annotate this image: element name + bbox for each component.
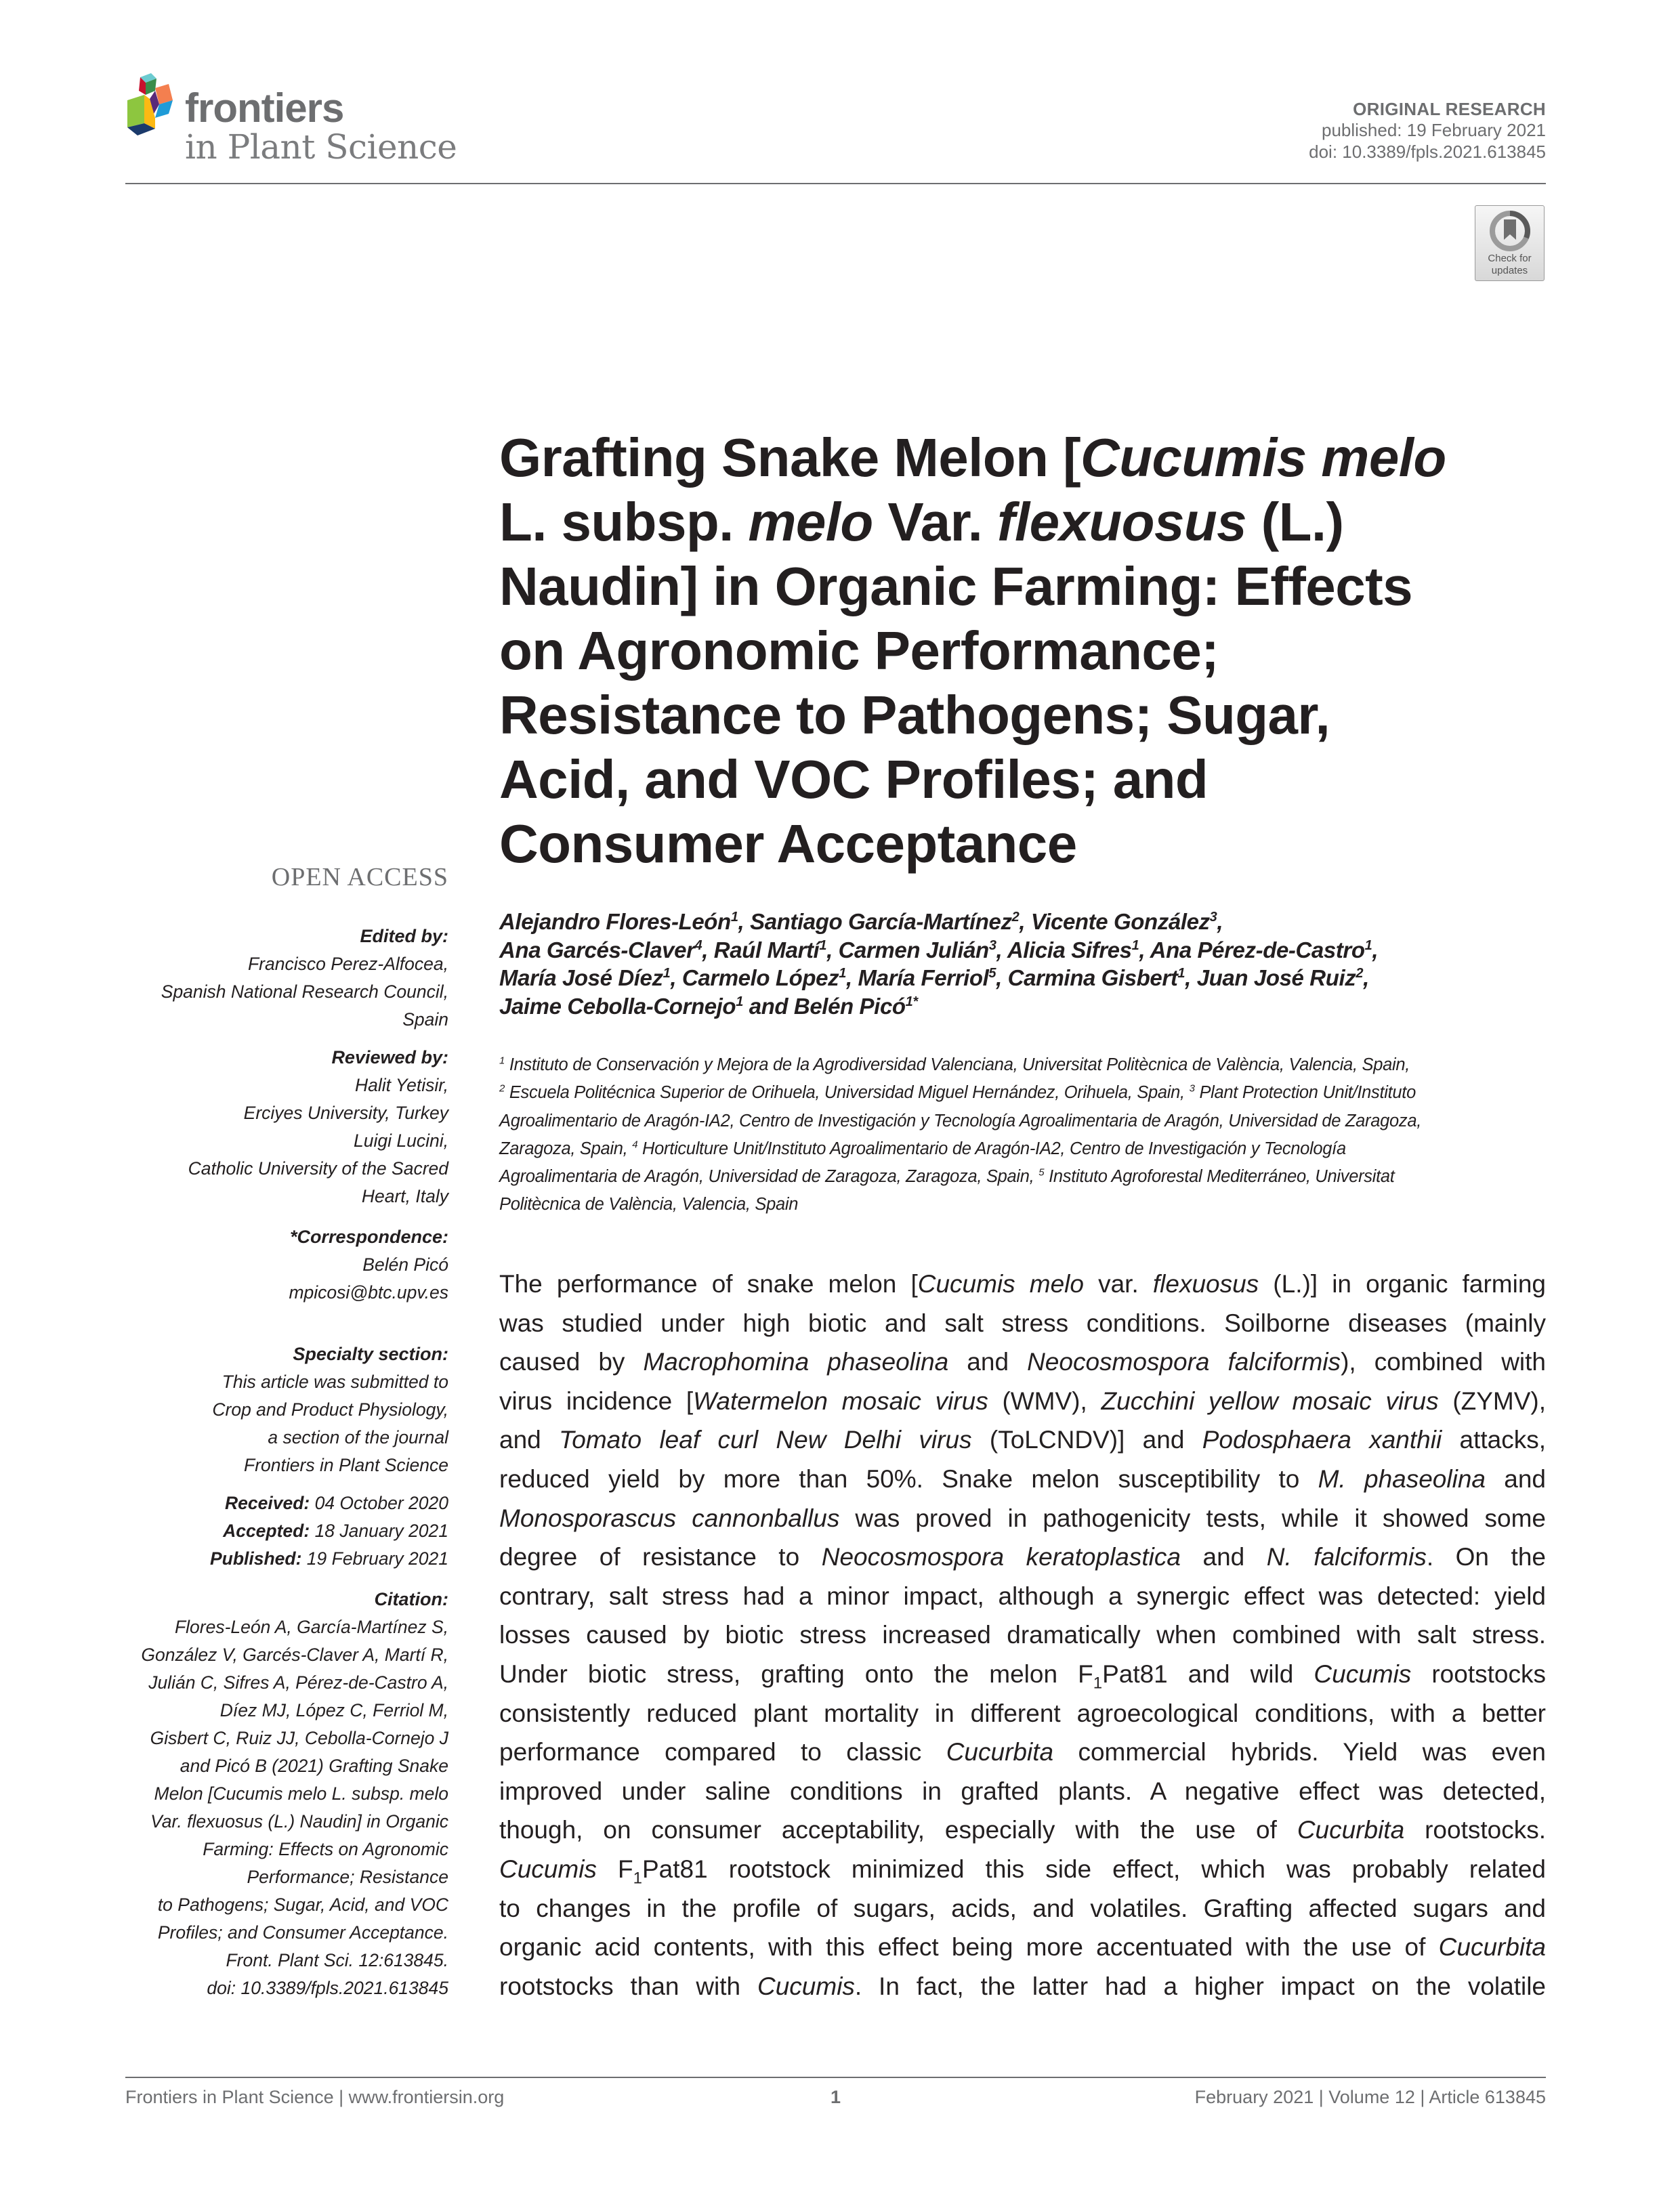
- article-title: [499, 425, 1556, 876]
- specialty-line: Frontiers in Plant Science: [244, 1455, 448, 1475]
- citation-line: Profiles; and Consumer Acceptance.: [157, 1922, 448, 1943]
- specialty-line: Crop and Product Physiology,: [212, 1399, 448, 1420]
- abstract-line: reduced yield by more than 50%. Snake melon susceptibility to M. phaseolina and: [499, 1464, 1546, 1493]
- author-list: [499, 908, 1556, 1020]
- article-doi[interactable]: doi: 10.3389/fpls.2021.613845: [1309, 142, 1546, 162]
- check-updates-line1: Check for: [1488, 253, 1532, 264]
- abstract-line: Monosporascus cannonballus was proved in pathogenicity tests, while it showed some: [499, 1504, 1547, 1532]
- author-line[interactable]: Jaime Cebolla-Cornejo$^1$ and Belén Picó$^{1*}$: [499, 993, 918, 1019]
- title-line: L. subsp. melo Var. flexuosus (L.): [499, 492, 1344, 552]
- correspondence-name: Belén Picó: [362, 1254, 448, 1275]
- check-updates-line2: updates: [1491, 265, 1528, 276]
- abstract-line: losses caused by biotic stress increased dramatically when combined with salt stress.: [499, 1621, 1546, 1649]
- citation-doi-link[interactable]: doi: 10.3389/fpls.2021.613845: [207, 1978, 448, 1998]
- check-for-updates-button[interactable]: [1475, 205, 1545, 281]
- author-line[interactable]: Alejandro Flores-León$^1$, Santiago García-Martínez$^2$, Vicente González$^3$,: [499, 909, 1223, 934]
- crossmark-icon: [1489, 210, 1531, 252]
- abstract-line: consistently reduced plant mortality in different agroecological conditions, with a better: [499, 1699, 1546, 1727]
- correspondence-section: [96, 1223, 448, 1307]
- published-date: published: 19 February 2021: [1321, 120, 1546, 140]
- citation-line: and Picó B (2021) Grafting Snake: [180, 1756, 448, 1776]
- abstract-line: performance compared to classic Cucurbita commercial hybrids. Yield was even: [499, 1738, 1546, 1767]
- frontiers-logo-mark-icon: [125, 70, 180, 145]
- reviewer-line: Heart, Italy: [361, 1186, 448, 1206]
- affiliation-line: Agroalimentaria de Aragón, Universidad de Zaragoza, Zaragoza, Spain, $^5$ Instituto Agroforestal Mediterráneo, Universitat: [499, 1166, 1395, 1187]
- abstract-line: and Tomato leaf curl New Delhi virus (ToLCNDV)] and Podosphaera xanthii attacks,: [499, 1426, 1547, 1454]
- abstract-line: Under biotic stress, grafting onto the melon $F_1Pat81$ and wild Cucumis rootstocks: [499, 1659, 1546, 1693]
- title-line: Naudin] in Organic Farming: Effects: [499, 556, 1413, 616]
- journal-logo[interactable]: [125, 70, 464, 165]
- affiliation-list: [499, 1051, 1556, 1219]
- title-line: Grafting Snake Melon [Cucumis melo: [499, 427, 1446, 488]
- citation-section: [96, 1586, 448, 2002]
- citation-line: Flores-León A, García-Martínez S,: [174, 1617, 448, 1637]
- correspondence-heading: *Correspondence:: [289, 1227, 448, 1247]
- page-number: 1: [831, 2087, 841, 2107]
- affiliation-line: $^2$ Escuela Politécnica Superior de Orihuela, Universidad Miguel Hernández, Orihuela, Spain, $^3$ Plant Protection Unit/Instituto: [499, 1082, 1416, 1103]
- citation-heading: Citation:: [374, 1589, 448, 1609]
- author-line[interactable]: María José Díez$^1$, Carmelo López$^1$, María Ferriol$^5$, Carmina Gisbert$^1$, Juan José Ruiz$^2$,: [499, 965, 1369, 990]
- title-line: on Agronomic Performance;: [499, 620, 1219, 681]
- reviewer-line: Halit Yetisir,: [355, 1075, 448, 1095]
- footer-volume-info: February 2021 | Volume 12 | Article 613845: [1194, 2087, 1546, 2107]
- abstract-line: virus incidence [Watermelon mosaic virus (WMV), Zucchini yellow mosaic virus (ZYMV),: [499, 1387, 1547, 1415]
- abstract: [499, 1265, 1546, 2006]
- reviewed-by-heading: Reviewed by:: [331, 1047, 448, 1067]
- journal-brand: frontiers: [185, 85, 344, 131]
- reviewer-line: Catholic University of the Sacred: [188, 1158, 448, 1179]
- affiliation-line: Zaragoza, Spain, $^4$ Horticulture Unit/Instituto Agroalimentario de Aragón-IA2, Centro de Investigación y Tecnología: [499, 1139, 1346, 1158]
- footer-divider: [125, 2077, 1546, 2078]
- abstract-line: though, on consumer acceptability, especially with the use of Cucurbita rootstocks.: [499, 1816, 1546, 1844]
- citation-line: Díez MJ, López C, Ferriol M,: [219, 1700, 448, 1720]
- citation-line: Performance; Resistance: [247, 1867, 448, 1887]
- reviewer-line: Erciyes University, Turkey: [243, 1103, 448, 1123]
- abstract-line: improved under saline conditions in grafted plants. A negative effect was detected,: [499, 1777, 1546, 1805]
- published-date-sidebar: Published: 19 February 2021: [209, 1548, 448, 1569]
- editor-affiliation: Spanish National Research Council,: [161, 981, 448, 1002]
- citation-line: Var. flexuosus (L.) Naudin] in Organic: [150, 1811, 448, 1832]
- article-type: ORIGINAL RESEARCH: [1353, 99, 1546, 119]
- title-line: Consumer Acceptance: [499, 813, 1077, 874]
- dates-section: [96, 1489, 448, 1573]
- citation-line: Julián C, Sifres A, Pérez-de-Castro A,: [148, 1672, 448, 1693]
- citation-line: Farming: Effects on Agronomic: [203, 1839, 448, 1859]
- specialty-line: This article was submitted to: [222, 1372, 448, 1392]
- abstract-line: to changes in the profile of sugars, acids, and volatiles. Grafting affected sugars and: [499, 1894, 1546, 1922]
- citation-line: Melon [Cucumis melo L. subsp. melo: [154, 1783, 448, 1804]
- title-line: Acid, and VOC Profiles; and: [499, 749, 1209, 809]
- specialty-line: a section of the journal: [268, 1427, 448, 1447]
- specialty-section-heading: Specialty section:: [293, 1344, 448, 1364]
- accepted-date: Accepted: 18 January 2021: [223, 1521, 448, 1541]
- abstract-line: contrary, salt stress had a minor impact, although a synergic effect was detected: yield: [499, 1582, 1546, 1610]
- citation-line: González V, Garcés-Claver A, Martí R,: [141, 1645, 448, 1665]
- abstract-line: Cucumis $F_1Pat81$ rootstock minimized this side effect, which was probably related: [499, 1855, 1547, 1888]
- edited-by-section: [96, 923, 448, 1034]
- affiliation-line: Politècnica de València, Valencia, Spain: [499, 1195, 799, 1214]
- citation-line: Front. Plant Sci. 12:613845.: [226, 1950, 448, 1970]
- footer-journal-link[interactable]: Frontiers in Plant Science | www.frontiersin.org: [125, 2087, 505, 2107]
- citation-line: to Pathogens; Sugar, Acid, and VOC: [157, 1895, 448, 1915]
- affiliation-line: $^1$ Instituto de Conservación y Mejora de la Agrodiversidad Valenciana, Universitat Politècnica de València, Valencia, Spain,: [499, 1055, 1410, 1074]
- editor-country: Spain: [402, 1009, 448, 1030]
- abstract-line: rootstocks than with Cucumis. In fact, the latter had a higher impact on the volatile: [499, 1972, 1546, 2000]
- specialty-section: [96, 1340, 448, 1479]
- header-divider: [125, 183, 1546, 184]
- author-line[interactable]: Ana Garcés-Claver$^4$, Raúl Martí$^1$, Carmen Julián$^3$, Alicia Sifres$^1$, Ana Pérez-de-Castro$^1$,: [499, 937, 1379, 962]
- citation-line: Gisbert C, Ruiz JJ, Cebolla-Cornejo J: [150, 1728, 448, 1748]
- journal-name: in Plant Science: [185, 127, 457, 167]
- abstract-line: organic acid contents, with this effect being more accentuated with the use of Cucurbita: [499, 1933, 1546, 1962]
- edited-by-heading: Edited by:: [360, 926, 448, 946]
- reviewed-by-section: [96, 1044, 448, 1210]
- abstract-line: The performance of snake melon [Cucumis melo var. flexuosus (L.)] in organic farming: [499, 1270, 1546, 1298]
- received-date: Received: 04 October 2020: [225, 1493, 448, 1513]
- affiliation-line: Agroalimentario de Aragón-IA2, Centro de Investigación y Tecnología Agroalimentaria de Aragón, Universidad de Zaragoza,: [499, 1111, 1421, 1130]
- title-line: Resistance to Pathogens; Sugar,: [499, 685, 1330, 745]
- abstract-line: was studied under high biotic and salt stress conditions. Soilborne diseases (mainly: [499, 1309, 1546, 1337]
- correspondence-email-link[interactable]: mpicosi@btc.upv.es: [289, 1282, 448, 1303]
- abstract-line: caused by Macrophomina phaseolina and Neocosmospora falciformis), combined with: [499, 1348, 1546, 1376]
- abstract-line: degree of resistance to Neocosmospora keratoplastica and N. falciformis. On the: [499, 1543, 1546, 1571]
- reviewer-line: Luigi Lucini,: [354, 1130, 448, 1151]
- editor-name: Francisco Perez-Alfocea,: [247, 954, 448, 974]
- article-meta: [1309, 99, 1546, 163]
- open-access-label: OPEN ACCESS: [271, 863, 448, 891]
